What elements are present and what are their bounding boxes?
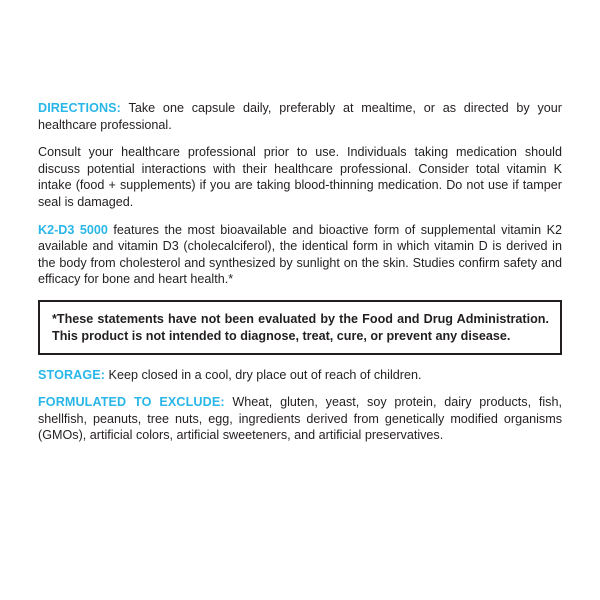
storage-paragraph [38,367,562,384]
formulated-to-exclude-heading: FORMULATED TO EXCLUDE: [38,394,225,409]
consult-paragraph: Consult your healthcare professional prior to use. Individuals taking medication should discuss potential interactions with their healthcare professional. Consider total vitamin K intake (food + supplements) if you are taking blood-thinning medication. Do not use if tamper seal is damaged. [38,145,562,210]
storage-heading: STORAGE: [38,368,106,383]
product-description-body: features the most bioavailable and bioactive form of supplemental vitamin K2 available and vitamin D3 (cholecalciferol), the identical form in which vitamin D is derived in the body from cholesterol and synthesized by sunlight on the skin. Studies confirm safety and efficacy for bone and heart health.* [38,222,562,287]
storage-body: Keep closed in a cool, dry place out of reach of children. [105,368,422,383]
formulated-to-exclude-paragraph [38,394,562,444]
fda-disclaimer-box [38,300,562,355]
product-description-paragraph [38,222,562,288]
directions-paragraph [38,100,562,133]
fda-disclaimer-text: *These statements have not been evaluated by the Food and Drug Administration. This product is not intended to diagnose, treat, cure, or prevent any disease. [52,312,549,343]
directions-body: Take one capsule daily, preferably at mealtime, or as directed by your healthcare professional. [38,101,562,132]
directions-heading: DIRECTIONS: [38,101,121,115]
supplement-label-text-panel [38,100,562,444]
product-name: K2-D3 5000 [38,222,108,237]
formulated-to-exclude-body: Wheat, gluten, yeast, soy protein, dairy products, fish, shellfish, peanuts, tree nuts, egg, ingredients derived from genetically modified organisms (GMOs), artificial colors, artificial sweeteners, and artificial preservatives. [38,394,562,443]
